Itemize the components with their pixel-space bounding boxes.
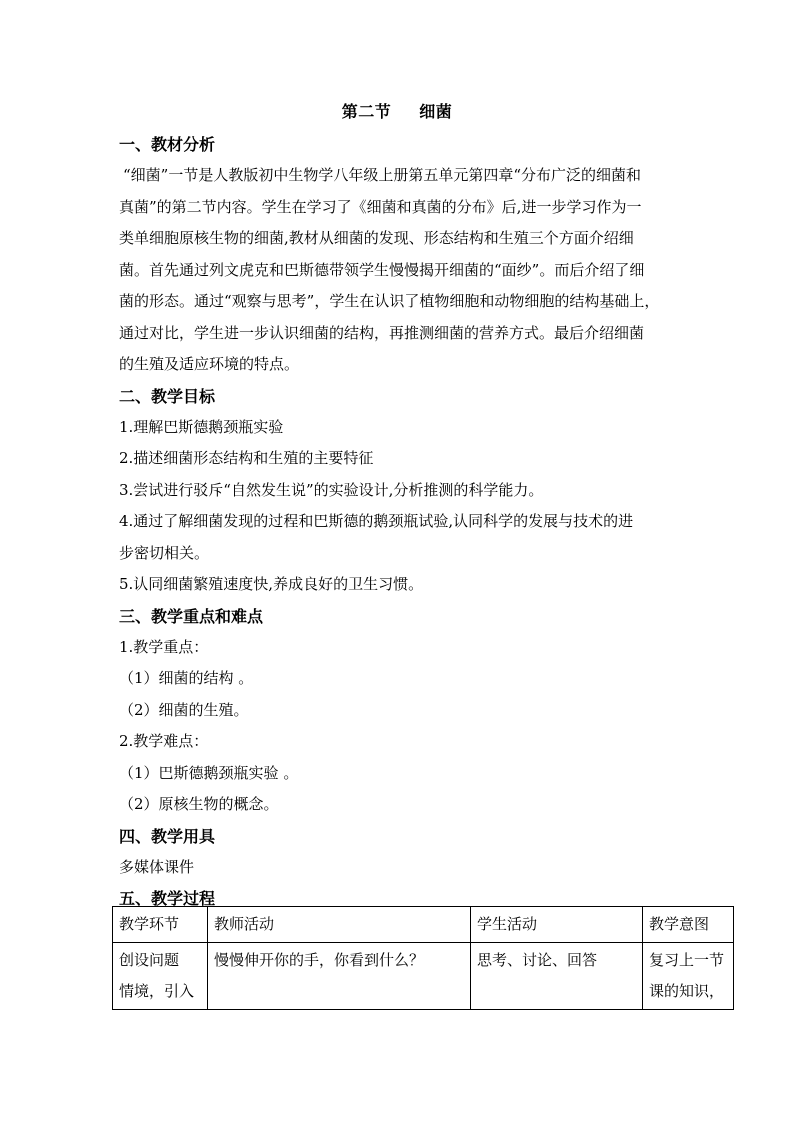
page-title (0, 99, 794, 122)
key-point-item: （2）细菌的生殖。 (119, 700, 249, 719)
key-points-list (119, 632, 677, 821)
paragraph-line: 通过对比，学生进一步认识细菌的结构，再推测细菌的营养方式。最后介绍细菌 (119, 323, 645, 342)
paragraph-line: 菌的形态。通过“观察与思考”，学生在认识了植物细胞和动物细胞的结构基础上， (119, 292, 660, 310)
key-point-item: （2）原核生物的概念。 (119, 795, 279, 813)
cell-line: 创设问题 (119, 951, 180, 969)
cell-line: 复习上一节 (649, 951, 725, 969)
key-point-item: 2.教学难点： (119, 732, 209, 750)
title-topic: 细菌 (419, 102, 453, 121)
paragraph-line: 类单细胞原核生物的细菌,教材从细菌的发现、形态结构和生殖三个方面介绍细 (119, 229, 634, 247)
goal-item: 4.通过了解细菌发现的过程和巴斯德的鹅颈瓶试验,认同科学的发展与技术的进 (119, 512, 634, 530)
section-heading-teaching-goals: 二、教学目标 (119, 386, 216, 406)
title-section-number: 第二节 (341, 102, 392, 121)
table-header-row (113, 907, 734, 943)
document-body (119, 129, 677, 914)
goal-item: 5.认同细菌繁殖速度快,养成良好的卫生习惯。 (119, 575, 424, 593)
table-header-cell: 教师活动 (208, 907, 471, 943)
key-point-item: （1）细菌的结构 。 (119, 669, 254, 687)
goal-item: 2.描述细菌形态结构和生殖的主要特征 (119, 449, 374, 467)
teaching-process-table (112, 906, 734, 1010)
paragraph-line: 真菌”的第二节内容。学生在学习了《细菌和真菌的分布》后,进一步学习作为一 (119, 197, 642, 216)
goal-item-continued: 步密切相关。 (119, 543, 210, 562)
section-heading-teaching-tools: 四、教学用具 (119, 826, 216, 846)
key-point-item: （1）巴斯德鹅颈瓶实验 。 (119, 763, 299, 782)
paragraph-line: “细菌”一节是人教版初中生物学八年级上册第五单元第四章“分布广泛的细菌和 (123, 166, 642, 184)
textbook-analysis-paragraph (119, 160, 677, 381)
key-point-item: 1.教学重点： (119, 637, 209, 656)
goal-item: 3.尝试进行驳斥“自然发生说”的实验设计,分析推测的科学能力。 (119, 480, 544, 499)
section-heading-key-points: 三、教学重点和难点 (119, 606, 264, 626)
table-cell (643, 943, 734, 1010)
paragraph-line: 菌。首先通过列文虎克和巴斯德带领学生慢慢揭开细菌的“面纱”。而后介绍了细 (119, 260, 645, 279)
cell-line: 课的知识， (649, 982, 725, 1000)
table-header-cell: 学生活动 (471, 907, 643, 943)
table-row (113, 943, 734, 1010)
goal-item: 1.理解巴斯德鹅颈瓶实验 (119, 417, 284, 436)
paragraph-line: 的生殖及适应环境的特点。 (119, 355, 300, 373)
table-cell: 思考、讨论、回答 (471, 943, 643, 1010)
table-header-cell: 教学意图 (643, 907, 734, 943)
table-cell: 慢慢伸开你的手，你看到什么？ (208, 943, 471, 1010)
table-cell (113, 943, 208, 1010)
section-heading-teaching-process: 五、教学过程 (119, 889, 216, 908)
cell-line: 情境，引入 (119, 982, 195, 1000)
table-header-cell: 教学环节 (113, 907, 208, 943)
teaching-goals-list (119, 412, 677, 601)
teaching-tools-text: 多媒体课件 (119, 857, 195, 876)
section-heading-textbook-analysis: 一、教材分析 (119, 135, 216, 154)
